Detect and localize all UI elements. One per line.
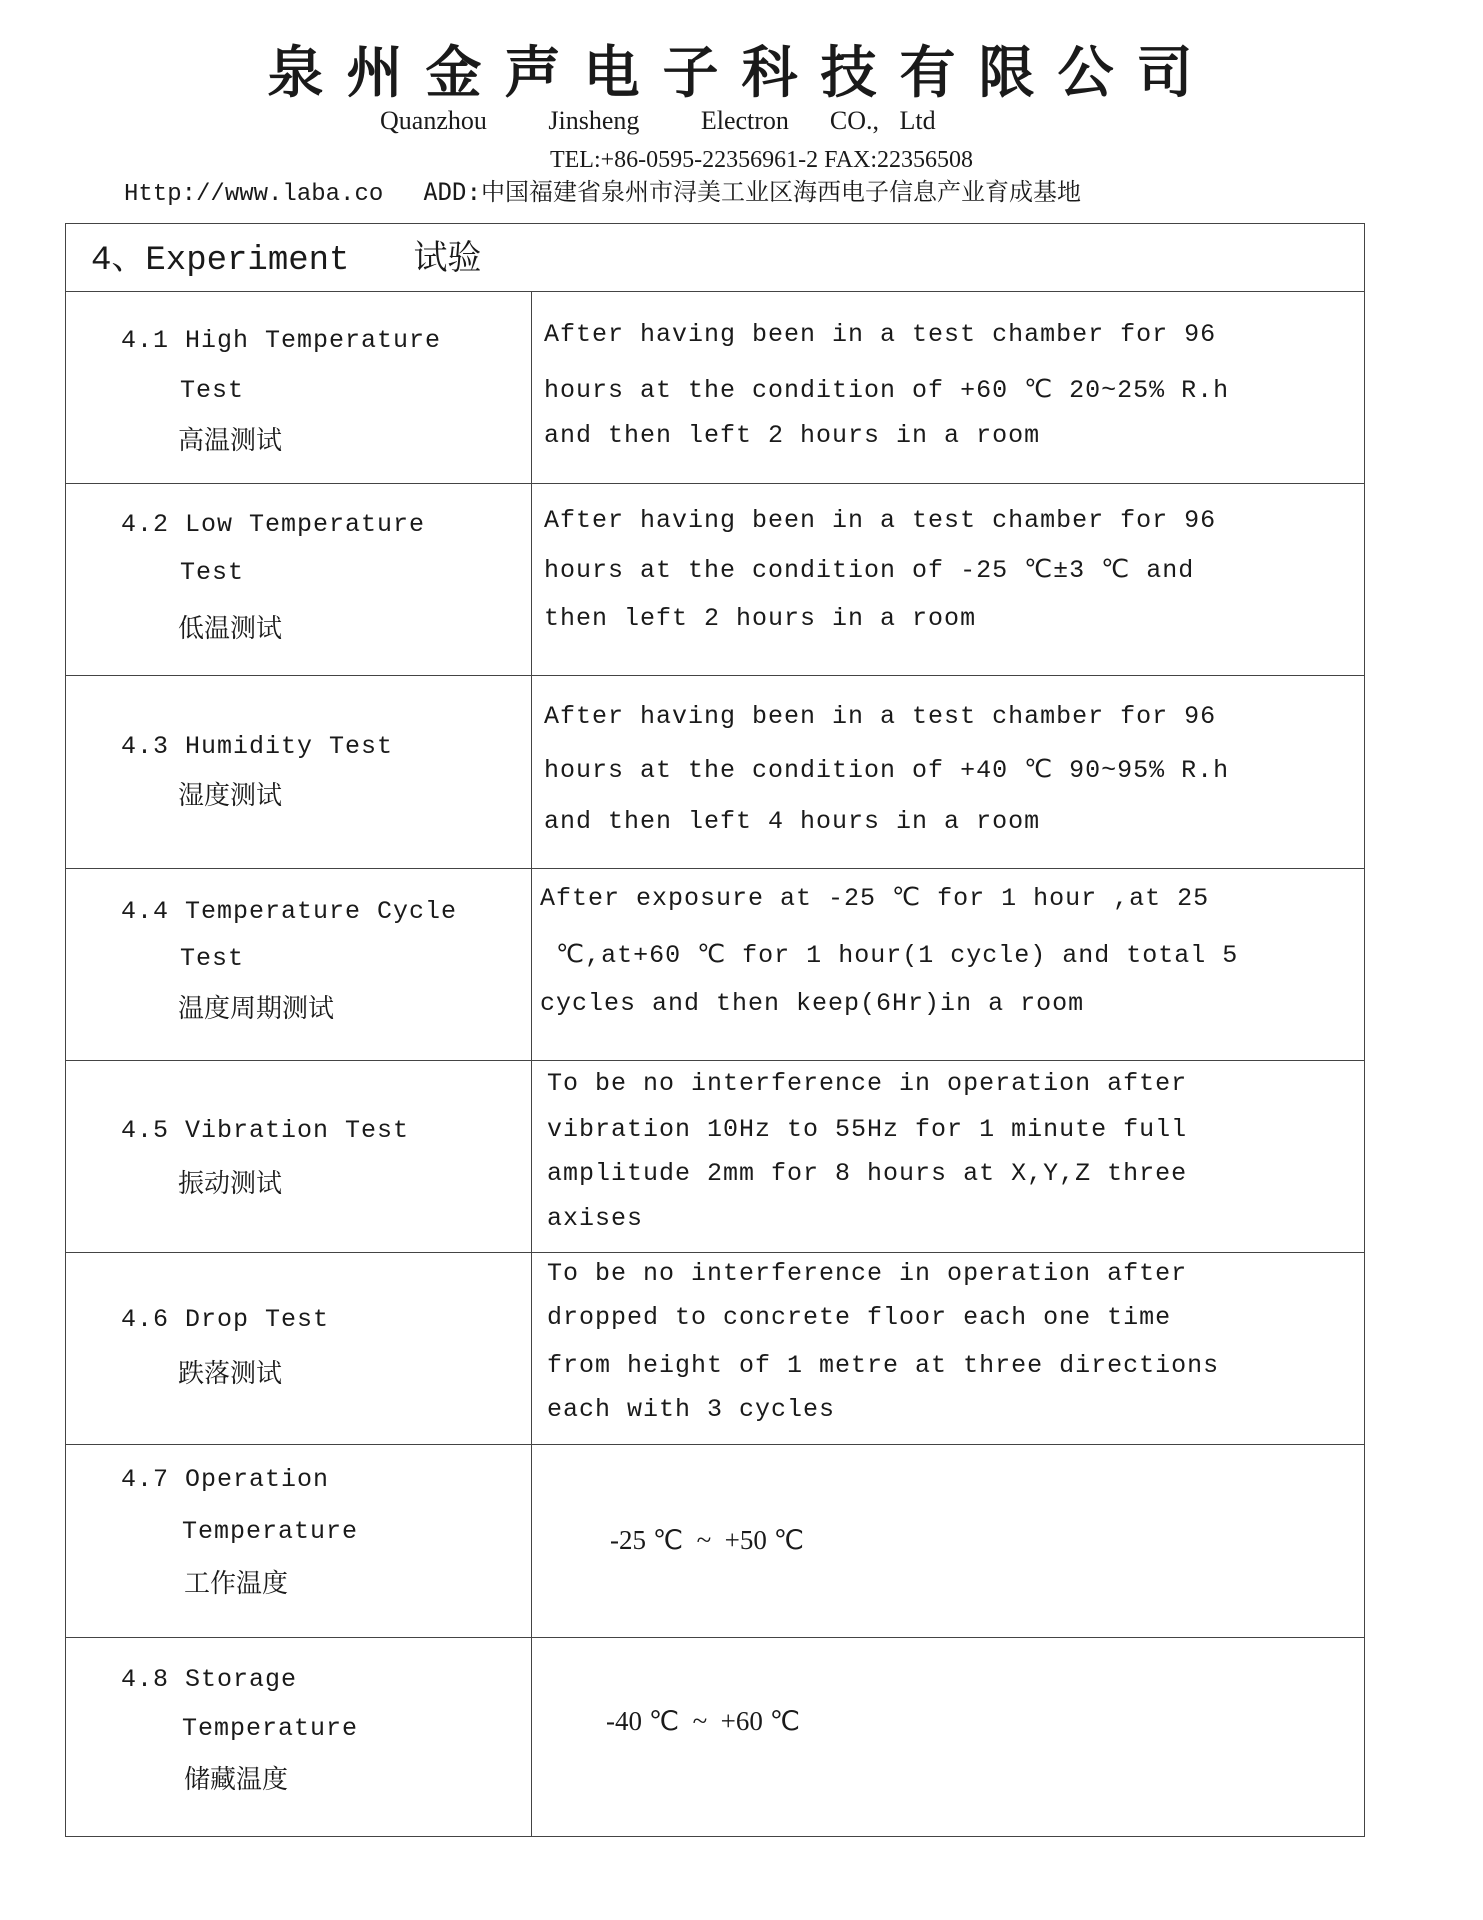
operation-temperature-range: -25 ℃ ~ +50 ℃ (610, 1525, 804, 1555)
storage-temperature-range: -40 ℃ ~ +60 ℃ (606, 1706, 800, 1736)
test-label-cn: 振动测试 (178, 1169, 283, 1199)
test-description-line: and then left 4 hours in a room (544, 807, 1041, 836)
test-description-line: and then left 2 hours in a room (544, 421, 1041, 450)
test-description-cell (532, 484, 1364, 675)
test-label-line: 4.1 High Temperature (121, 326, 442, 355)
section-number: 4、Experiment (91, 242, 350, 280)
test-label-cn: 低温测试 (178, 614, 283, 644)
contact-phone-fax: TEL:+86-0595-22356961-2 FAX:22356508 (549, 147, 974, 173)
test-description-cell (532, 292, 1364, 483)
section-title (91, 238, 481, 281)
test-label-line: 4.8 Storage (121, 1665, 298, 1694)
test-description-line: then left 2 hours in a room (544, 604, 977, 633)
test-label-cn: 湿度测试 (178, 781, 283, 811)
test-label-cell (66, 1061, 532, 1252)
company-name-en: Quanzhou Jinsheng Electron CO., Ltd (380, 106, 936, 135)
experiment-table (65, 223, 1365, 1837)
test-description-line: After exposure at -25 ℃ for 1 hour ,at 25 (540, 884, 1210, 913)
test-description-line: hours at the condition of +60 ℃ 20~25% R.h (544, 376, 1230, 405)
test-label-line: Temperature (182, 1714, 359, 1743)
test-label-line: 4.6 Drop Test (121, 1305, 330, 1334)
company-address: ADD:中国福建省泉州市浔美工业区海西电子信息产业育成基地 (423, 178, 1082, 206)
test-description-line: To be no interference in operation after (547, 1069, 1188, 1098)
test-label-cn: 工作温度 (184, 1569, 289, 1599)
test-value-cell (532, 1638, 1364, 1836)
test-description-line: After having been in a test chamber for 96 (544, 506, 1217, 535)
test-label-line: 4.3 Humidity Test (121, 732, 394, 761)
website-url[interactable]: Http://www.laba.co (124, 181, 384, 208)
test-description-line: each with 3 cycles (547, 1395, 836, 1424)
test-description-line: hours at the condition of -25 ℃±3 ℃ and (544, 556, 1195, 585)
test-description-line: axises (547, 1204, 644, 1233)
test-description-line: vibration 10Hz to 55Hz for 1 minute full (547, 1115, 1188, 1144)
section-title-cn: 试验 (413, 238, 482, 278)
test-row-operation-temperature (66, 1445, 1364, 1638)
website-address-line (124, 177, 1081, 210)
test-description-cell (532, 869, 1364, 1060)
test-label-cn: 跌落测试 (178, 1359, 283, 1389)
test-description-line: hours at the condition of +40 ℃ 90~95% R.h (544, 756, 1230, 785)
test-label-cn: 储藏温度 (184, 1765, 289, 1795)
test-description-cell (532, 1061, 1364, 1252)
test-label-cell (66, 1445, 532, 1637)
test-row-drop (66, 1253, 1364, 1445)
section-header-row (66, 224, 1364, 292)
test-label-line: Test (180, 558, 245, 587)
test-description-line: To be no interference in operation after (547, 1259, 1188, 1288)
test-label-line: Temperature (182, 1517, 359, 1546)
test-description-line: After having been in a test chamber for 96 (544, 320, 1217, 349)
test-label-cell (66, 292, 532, 483)
company-name-cn: 泉州金声电子科技有限公司 (267, 40, 1216, 106)
test-label-line: Test (180, 944, 245, 973)
test-row-storage-temperature (66, 1638, 1364, 1837)
test-row-vibration (66, 1061, 1364, 1253)
test-row-humidity (66, 676, 1364, 869)
test-description-line: from height of 1 metre at three directions (547, 1351, 1220, 1380)
test-description-cell (532, 676, 1364, 868)
test-description-line: ℃,at+60 ℃ for 1 hour(1 cycle) and total 5 (540, 941, 1239, 970)
test-label-cell (66, 1638, 532, 1836)
test-label-line: 4.4 Temperature Cycle (121, 897, 458, 926)
test-label-line: 4.2 Low Temperature (121, 510, 426, 539)
test-description-line: After having been in a test chamber for 96 (544, 702, 1217, 731)
test-description-line: dropped to concrete floor each one time (547, 1303, 1172, 1332)
test-label-cell (66, 676, 532, 868)
test-label-cell (66, 1253, 532, 1444)
test-label-line: Test (180, 376, 245, 405)
test-row-low-temperature (66, 484, 1364, 676)
test-label-cell (66, 484, 532, 675)
test-label-cn: 温度周期测试 (178, 994, 335, 1024)
test-label-cn: 高温测试 (178, 426, 283, 456)
test-description-cell (532, 1253, 1364, 1444)
test-row-high-temperature (66, 292, 1364, 484)
test-label-line: 4.5 Vibration Test (121, 1116, 410, 1145)
test-label-line: 4.7 Operation (121, 1465, 330, 1494)
test-value-cell (532, 1445, 1364, 1637)
test-row-temperature-cycle (66, 869, 1364, 1061)
test-description-line: amplitude 2mm for 8 hours at X,Y,Z three (547, 1159, 1188, 1188)
test-label-cell (66, 869, 532, 1060)
test-description-line: cycles and then keep(6Hr)in a room (540, 989, 1085, 1018)
